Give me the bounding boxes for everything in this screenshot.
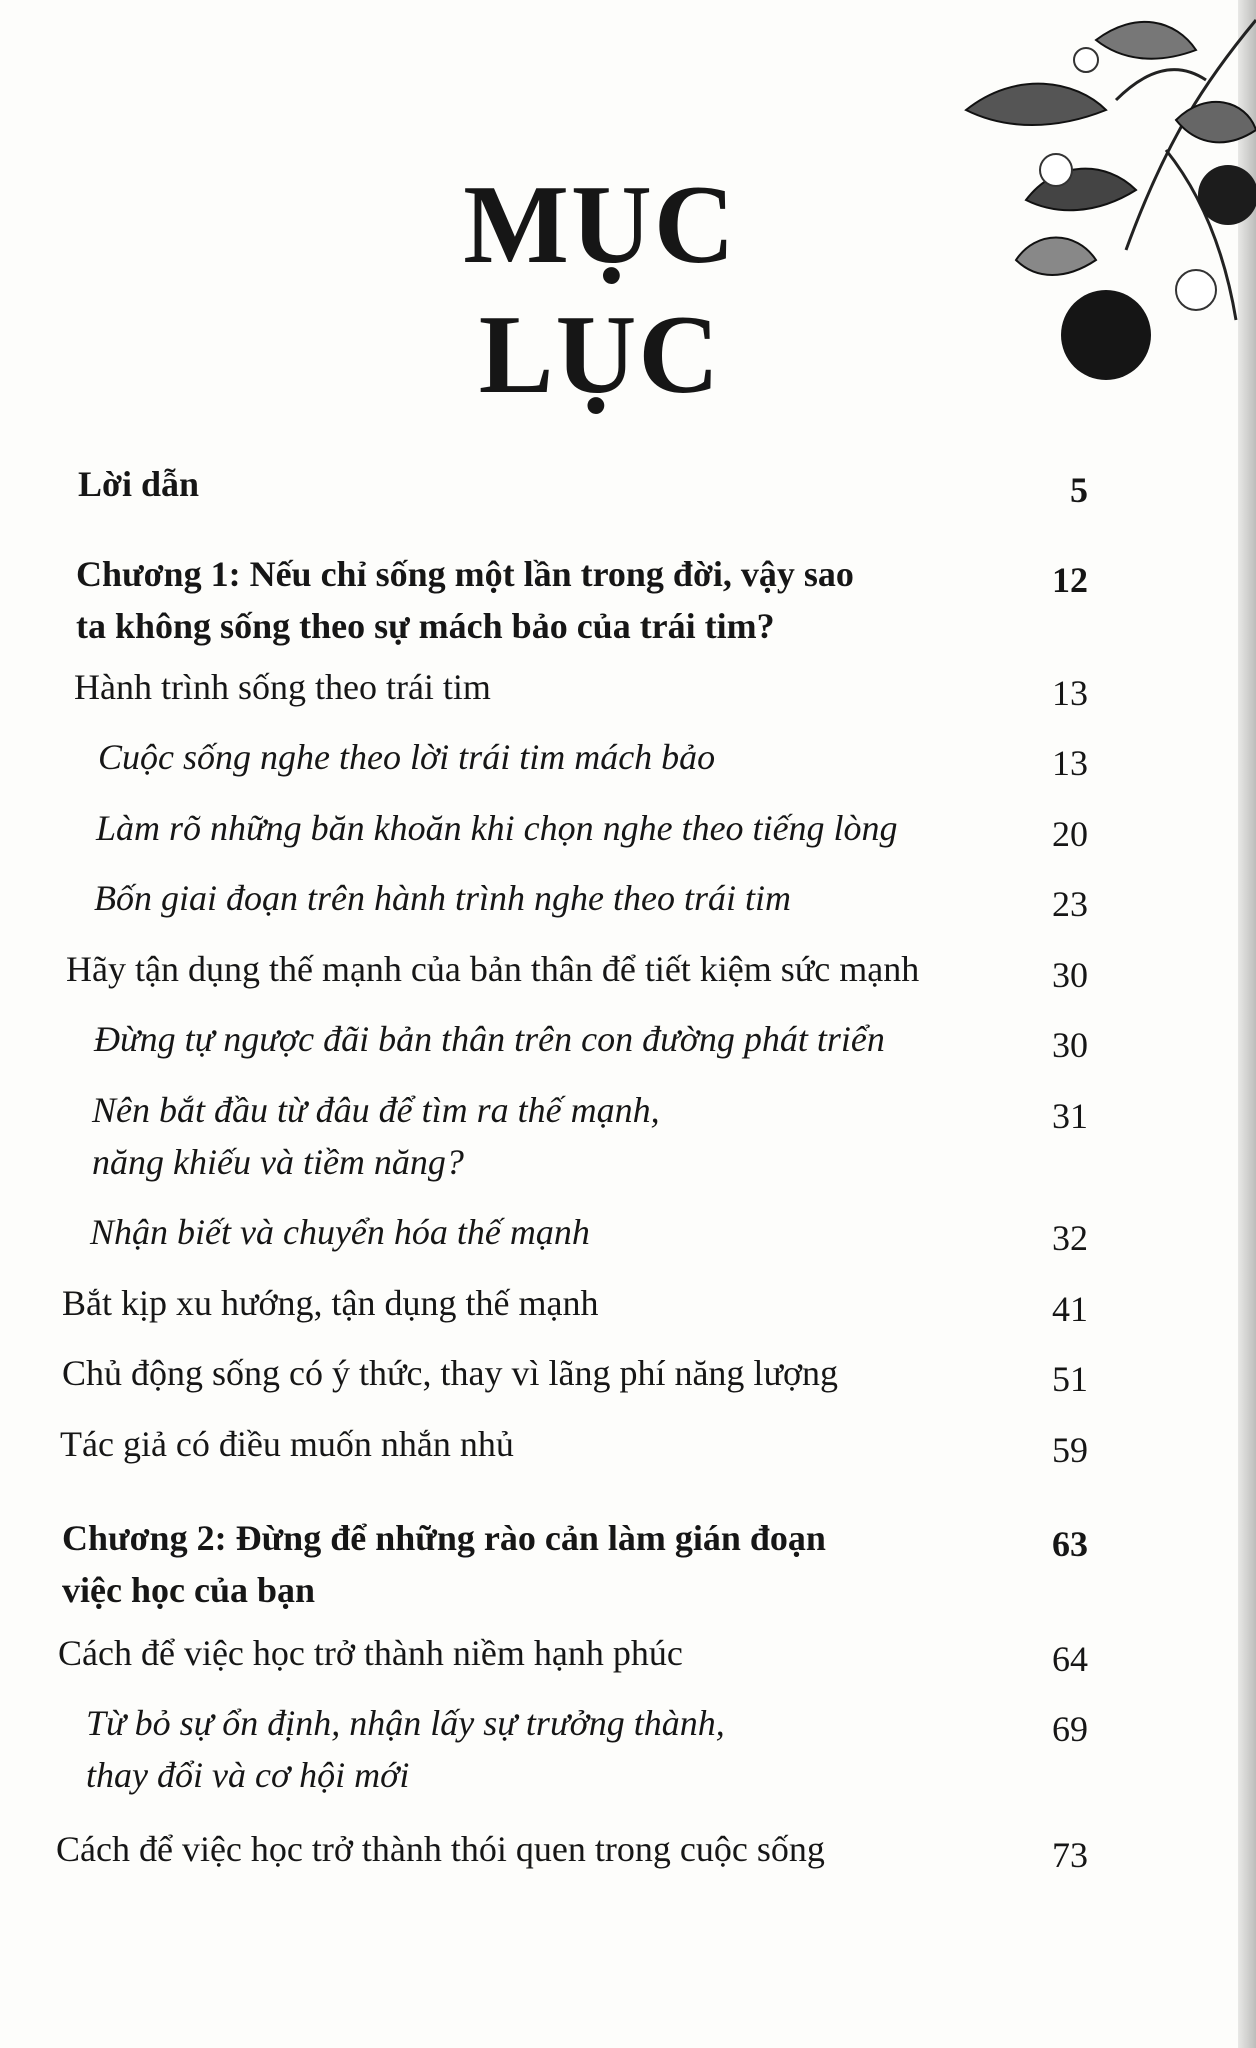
toc-entry-title: Cách để việc học trở thành niềm hạnh phúc: [58, 1633, 683, 1673]
toc-entry-title: việc học của bạn: [62, 1570, 316, 1610]
toc-entry: [90, 1206, 590, 1258]
toc-entry-title: Nhận biết và chuyển hóa thế mạnh: [90, 1212, 590, 1252]
toc-page-number: 5: [1070, 470, 1088, 510]
toc-page-number: 30: [1052, 955, 1088, 995]
toc-entry-title: Làm rõ những băn khoăn khi chọn nghe theo tiếng lòng: [96, 808, 898, 848]
page-title: MỤC LỤC: [463, 163, 737, 417]
toc-entry-title: Hãy tận dụng thế mạnh của bản thân để tiết kiệm sức mạnh: [66, 949, 920, 989]
toc-entry: [98, 731, 715, 783]
toc-page-number: 64: [1052, 1639, 1088, 1679]
toc-entry-title: năng khiếu và tiềm năng?: [92, 1142, 464, 1182]
toc-entry: [62, 1277, 598, 1329]
toc-entry-title: Từ bỏ sự ổn định, nhận lấy sự trưởng thành,: [86, 1703, 725, 1743]
plant-illustration-icon: [906, 0, 1256, 400]
toc-page-number: 51: [1052, 1359, 1088, 1399]
toc-entry: [78, 458, 199, 510]
toc-page-number: 69: [1052, 1709, 1088, 1749]
toc-entry-title: Chương 1: Nếu chỉ sống một lần trong đời, vậy sao: [76, 554, 854, 594]
toc-entry-title: Bắt kịp xu hướng, tận dụng thế mạnh: [62, 1283, 599, 1323]
toc-page-number: 12: [1052, 560, 1088, 600]
toc-entry-title: Chương 2: Đừng để những rào cản làm gián đoạn: [62, 1518, 826, 1558]
toc-entry-title: Lời dẫn: [78, 464, 199, 504]
toc-page-number: 30: [1052, 1025, 1088, 1065]
toc-entry-title: Đừng tự ngược đãi bản thân trên con đường phát triển: [94, 1019, 885, 1059]
toc-page-number: 41: [1052, 1289, 1088, 1329]
toc-page-number: 23: [1052, 884, 1088, 924]
toc-entry-title: Cách để việc học trở thành thói quen trong cuộc sống: [56, 1829, 825, 1869]
toc-entry-title: Nên bắt đầu từ đâu để tìm ra thế mạnh,: [92, 1090, 660, 1130]
toc-entry-title: Cuộc sống nghe theo lời trái tim mách bảo: [98, 737, 716, 777]
toc-entry: [62, 1512, 826, 1616]
toc-entry: [76, 548, 854, 652]
toc-entry: [94, 1013, 885, 1065]
toc-entry-title: Chủ động sống có ý thức, thay vì lãng phí năng lượng: [62, 1353, 838, 1393]
toc-entry: [92, 1084, 660, 1188]
toc-entry: [56, 1823, 825, 1875]
toc-page-number: 73: [1052, 1835, 1088, 1875]
toc-entry: [62, 1347, 838, 1399]
toc-entry: [86, 1697, 725, 1801]
toc-page-number: 63: [1052, 1524, 1088, 1564]
toc-entry: [74, 661, 491, 713]
toc-page-number: 13: [1052, 673, 1088, 713]
toc-page-number: 13: [1052, 743, 1088, 783]
toc-page-number: 59: [1052, 1430, 1088, 1470]
toc-entry-title: Tác giả có điều muốn nhắn nhủ: [60, 1424, 514, 1464]
toc-entry: [58, 1627, 683, 1679]
toc-page-number: 32: [1052, 1218, 1088, 1258]
toc-entry: [60, 1418, 514, 1470]
toc-page-number: 20: [1052, 814, 1088, 854]
toc-entry-title: thay đổi và cơ hội mới: [86, 1755, 410, 1795]
toc-entry-title: ta không sống theo sự mách bảo của trái tim?: [76, 606, 775, 646]
toc-page-number: 31: [1052, 1096, 1088, 1136]
toc-entry-title: Bốn giai đoạn trên hành trình nghe theo trái tim: [94, 878, 791, 918]
toc-entry: [96, 802, 898, 854]
toc-entry-title: Hành trình sống theo trái tim: [74, 667, 491, 707]
toc-entry: [94, 872, 791, 924]
toc-entry: [66, 943, 919, 995]
